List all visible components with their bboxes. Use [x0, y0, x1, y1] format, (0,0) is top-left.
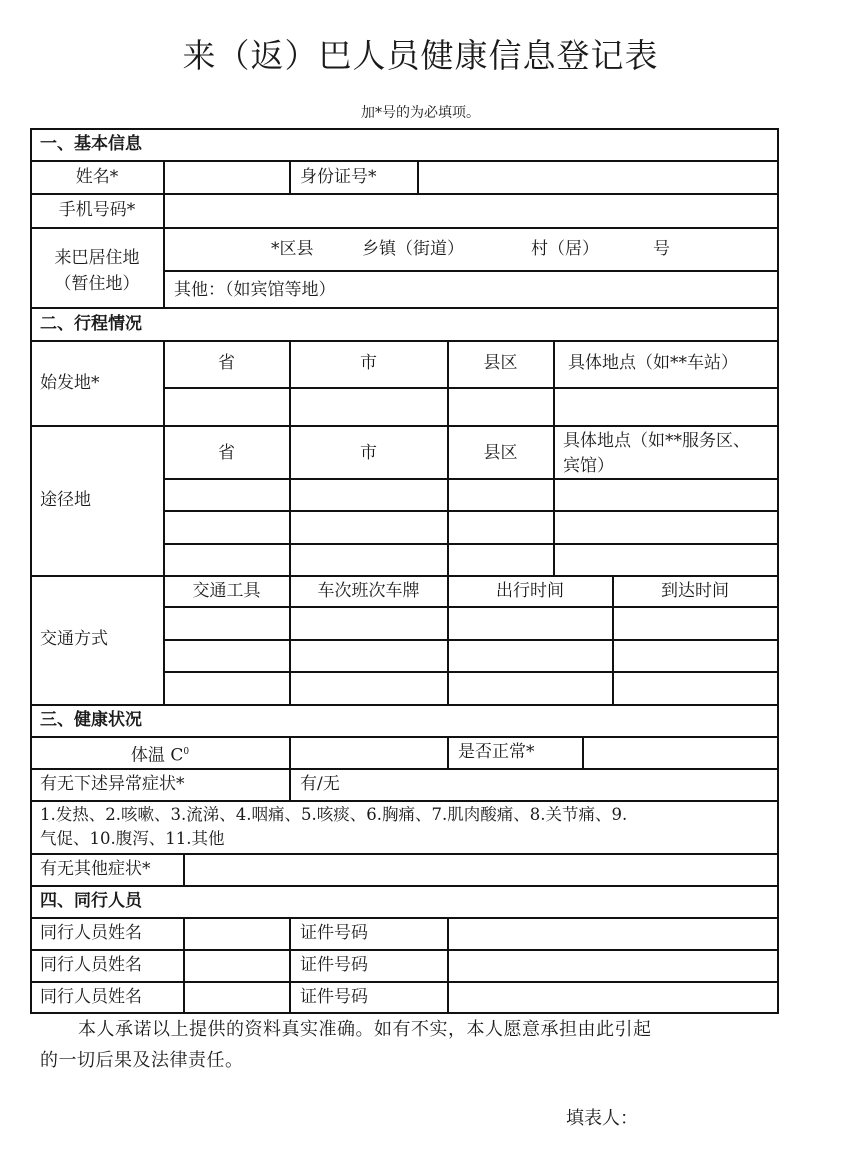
transport-row-3[interactable]: [165, 673, 776, 703]
companion-name-label: 同行人员姓名: [40, 955, 142, 975]
transit-header-county: 县区: [483, 443, 518, 463]
companion-id-label: 证件号码: [300, 955, 368, 975]
symptoms-list-line2: 气促、10.腹泻、11.其他: [40, 829, 225, 848]
pledge-line1: 本人承诺以上提供的资料真实准确。如有不实，本人愿意承担由此引起: [78, 1019, 652, 1040]
transit-header-city: 市: [360, 443, 377, 463]
rule: [289, 917, 291, 1012]
transit-label: 途径地: [40, 490, 91, 510]
rule: [30, 800, 779, 802]
residence-other[interactable]: 其他：（如宾馆等地）: [174, 280, 336, 300]
origin-header-location: 具体地点（如**车站）: [568, 353, 738, 373]
table-border-right: [777, 128, 779, 1013]
residence-township: 乡镇（街道）: [362, 239, 464, 259]
temperature-degree-sup: 0: [183, 747, 190, 757]
transport-header-arrival: 到达时间: [661, 581, 729, 601]
companion-name-label: 同行人员姓名: [40, 987, 142, 1007]
rule: [163, 270, 779, 272]
phone-field[interactable]: [165, 195, 776, 226]
transport-row-1[interactable]: [165, 608, 776, 638]
symptoms-list: [40, 803, 627, 851]
companion-id-field[interactable]: [449, 919, 776, 948]
section-heading-companions: 四、同行人员: [40, 891, 142, 911]
rule: [30, 575, 779, 577]
transit-header-location-line1: 具体地点（如**服务区、: [563, 431, 750, 451]
origin-location-field[interactable]: [555, 389, 776, 424]
temperature-label-text: 体温 C: [130, 745, 184, 766]
transit-header-province: 省: [218, 443, 235, 463]
residence-label: [31, 245, 163, 297]
id-number-label: 身份证号*: [300, 167, 377, 187]
temperature-field[interactable]: [291, 738, 446, 767]
transport-header-number: 车次班次车牌: [317, 581, 420, 601]
origin-county-field[interactable]: [449, 389, 552, 424]
rule: [30, 340, 779, 342]
rule: [30, 704, 779, 706]
rule: [30, 768, 779, 770]
companion-name-field[interactable]: [185, 919, 288, 948]
rule: [289, 160, 291, 193]
transit-header-location-line2: 宾馆）: [563, 456, 614, 476]
abnormal-symptoms-value[interactable]: 有/无: [300, 774, 340, 794]
section-heading-itinerary: 二、行程情况: [40, 314, 142, 334]
temperature-label: [31, 742, 289, 766]
phone-label: 手机号码*: [58, 200, 136, 220]
companion-id-label: 证件号码: [300, 987, 368, 1007]
name-label: 姓名*: [75, 167, 119, 187]
rule: [30, 307, 779, 309]
residence-label-line1: 来巴居住地: [54, 248, 140, 268]
origin-header-county: 县区: [483, 353, 518, 373]
rule: [30, 425, 779, 427]
rule: [30, 128, 779, 130]
transport-label: 交通方式: [40, 629, 108, 649]
companion-name-field[interactable]: [185, 983, 288, 1011]
symptoms-list-line1: 1.发热、2.咳嗽、3.流涕、4.咽痛、5.咳痰、6.胸痛、7.肌肉酸痛、8.关节痛、9.: [40, 805, 628, 824]
transit-row-1[interactable]: [165, 480, 776, 509]
normal-field[interactable]: [584, 738, 776, 767]
id-number-field[interactable]: [419, 162, 776, 192]
rule: [30, 885, 779, 887]
section-heading-health: 三、健康状况: [40, 710, 142, 730]
signer-label: 填表人：: [566, 1108, 638, 1129]
other-symptoms-field[interactable]: [185, 855, 776, 884]
section-heading-basic-info: 一、基本信息: [40, 134, 142, 154]
origin-province-field[interactable]: [165, 389, 288, 424]
companion-name-label: 同行人员姓名: [40, 923, 142, 943]
pledge-text: [40, 1014, 800, 1076]
transit-header-location: [563, 429, 750, 479]
abnormal-symptoms-label: 有无下述异常症状*: [40, 774, 185, 794]
pledge-line2: 的一切后果及法律责任。: [40, 1050, 244, 1071]
other-symptoms-label: 有无其他症状*: [40, 859, 151, 879]
companion-id-field[interactable]: [449, 983, 776, 1011]
required-note: 加*号的为必填项。: [361, 105, 480, 121]
transport-header-vehicle: 交通工具: [192, 581, 261, 601]
origin-city-field[interactable]: [291, 389, 446, 424]
normal-label: 是否正常*: [458, 742, 535, 762]
transport-row-2[interactable]: [165, 641, 776, 670]
name-field[interactable]: [165, 162, 288, 192]
companion-name-field[interactable]: [185, 951, 288, 980]
residence-number: 号: [653, 239, 670, 259]
signer-field[interactable]: [645, 1105, 795, 1133]
form-title: 来（返）巴人员健康信息登记表: [182, 36, 659, 75]
residence-label-line2: （暂住地）: [54, 274, 140, 294]
transit-row-3[interactable]: [165, 545, 776, 574]
residence-village: 村（居）: [531, 239, 599, 259]
rule: [447, 736, 449, 768]
companion-id-field[interactable]: [449, 951, 776, 980]
origin-header-province: 省: [218, 353, 235, 373]
origin-label: 始发地*: [40, 373, 100, 393]
residence-address-field[interactable]: [165, 229, 776, 269]
residence-district: *区县: [271, 239, 314, 259]
transport-header-departure: 出行时间: [496, 581, 564, 601]
transit-row-2[interactable]: [165, 512, 776, 542]
origin-header-city: 市: [360, 353, 377, 373]
companion-id-label: 证件号码: [300, 923, 368, 943]
